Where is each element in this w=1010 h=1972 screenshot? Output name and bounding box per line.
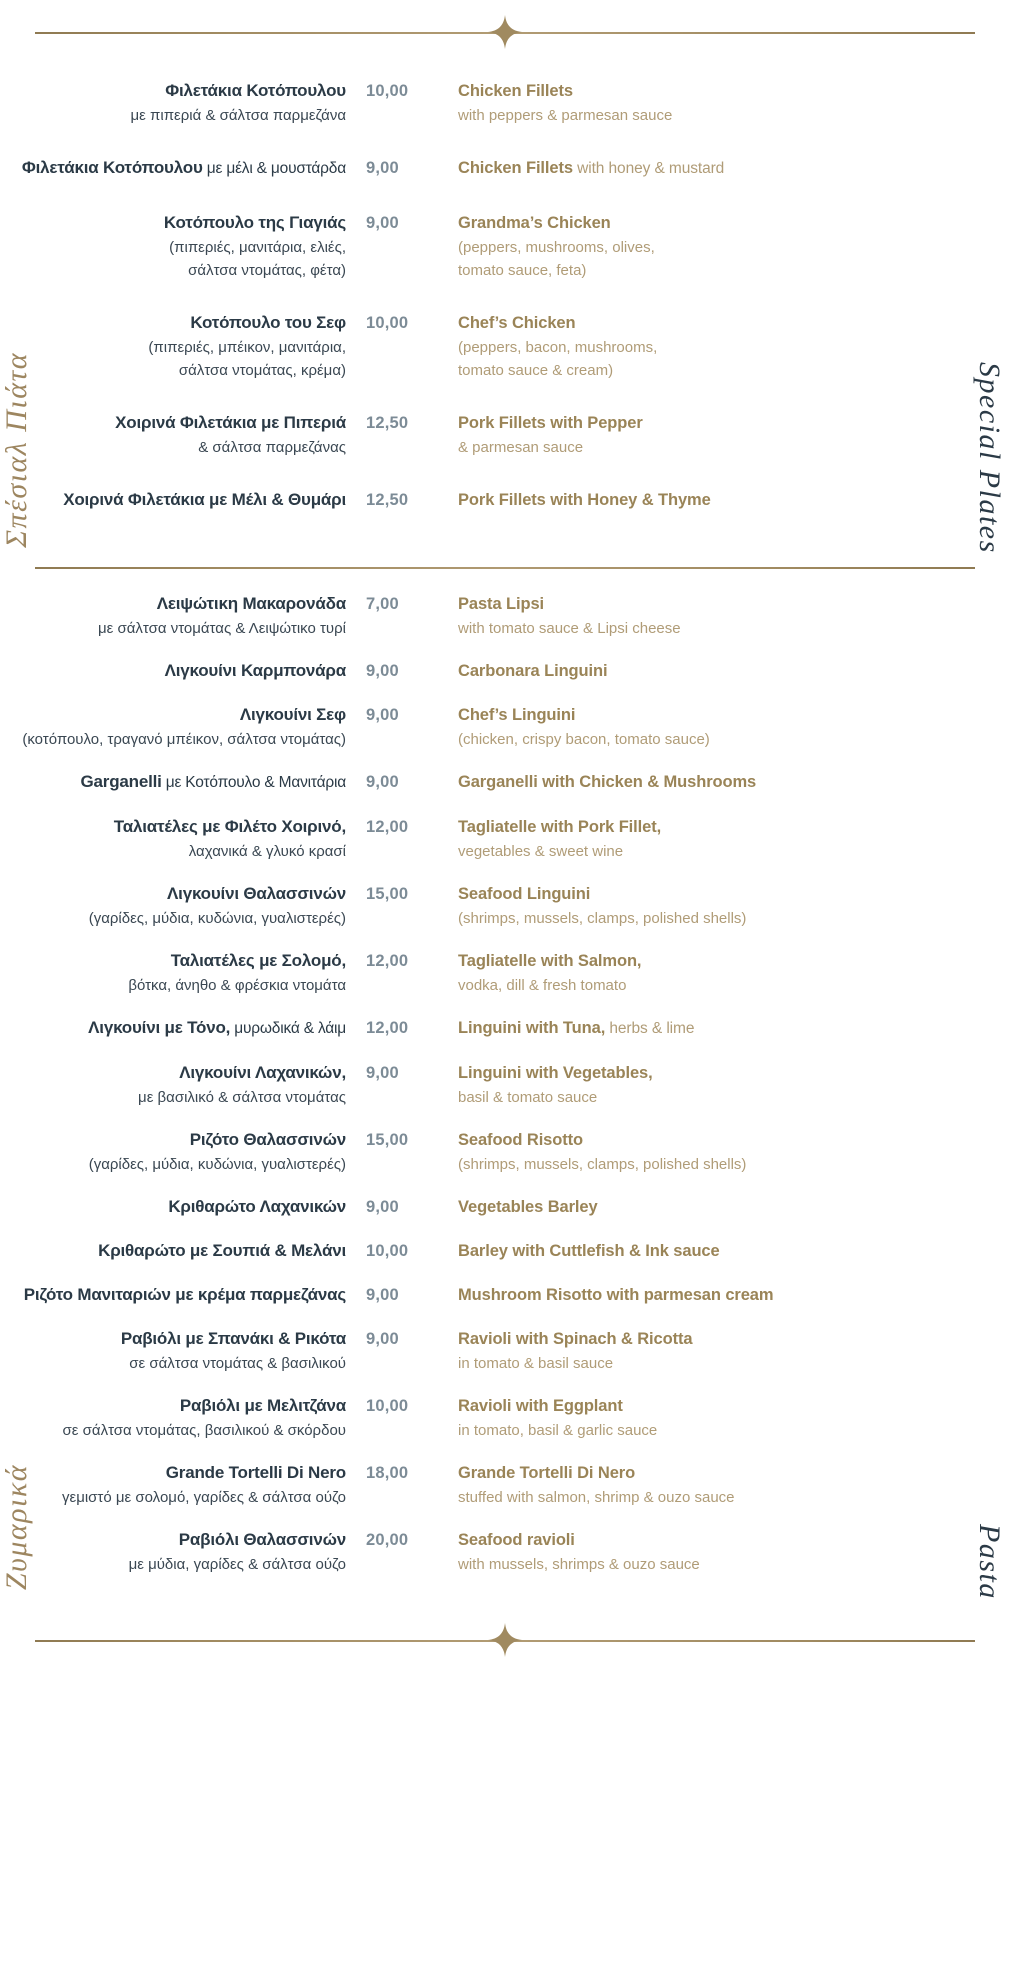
menu-item-row bbox=[0, 310, 1010, 382]
item-price: 15,00 bbox=[366, 885, 409, 903]
menu-item-row bbox=[0, 210, 1010, 282]
english-column bbox=[452, 702, 1010, 751]
english-item-title: Mushroom Risotto with parmesan cream bbox=[458, 1286, 774, 1304]
menu-item-row bbox=[0, 702, 1010, 751]
english-column bbox=[452, 78, 1010, 127]
english-column bbox=[452, 1326, 1010, 1375]
english-item-description: in tomato, basil & garlic sauce bbox=[458, 1422, 658, 1439]
greek-item-title: Λιγκουίνι Σεφ bbox=[239, 705, 346, 724]
greek-item-title: Λιγκουίνι Καρμπονάρα bbox=[164, 661, 346, 680]
greek-column bbox=[0, 1194, 360, 1220]
greek-item-title: Λιγκουίνι Θαλασσινών bbox=[167, 884, 346, 903]
english-item-description: (peppers, bacon, mushrooms, bbox=[458, 339, 658, 356]
english-item-title: Linguini with Vegetables, bbox=[458, 1064, 653, 1082]
item-price: 12,00 bbox=[366, 818, 409, 836]
english-item-title: Pork Fillets with Honey & Thyme bbox=[458, 491, 711, 509]
english-item-description: with tomato sauce & Lipsi cheese bbox=[458, 620, 681, 637]
item-price: 9,00 bbox=[366, 159, 399, 177]
menu-item-row bbox=[0, 1393, 1010, 1442]
greek-item-title-suffix: με Κοτόπουλο & Μανιτάρια bbox=[161, 774, 346, 791]
item-price: 10,00 bbox=[366, 314, 409, 332]
english-item-title: Tagliatelle with Pork Fillet, bbox=[458, 818, 662, 836]
greek-column bbox=[0, 591, 360, 640]
menu-item-row bbox=[0, 1527, 1010, 1576]
english-item-title: Chicken Fillets with honey & mustard bbox=[458, 159, 725, 177]
greek-item-description: (πιπεριές, μπέικον, μανιτάρια, bbox=[148, 339, 346, 356]
english-column bbox=[452, 1127, 1010, 1176]
english-item-title: Chicken Fillets bbox=[458, 82, 573, 100]
menu-item-row bbox=[0, 78, 1010, 127]
english-column bbox=[452, 658, 1010, 684]
greek-item-description: βότκα, άνηθο & φρέσκια ντομάτα bbox=[128, 977, 346, 994]
greek-column bbox=[0, 155, 360, 182]
greek-item-description: σάλτσα ντομάτας, φέτα) bbox=[188, 262, 346, 279]
greek-column bbox=[0, 1527, 360, 1576]
english-column bbox=[452, 210, 1010, 282]
english-column bbox=[452, 1238, 1010, 1264]
greek-item-title: Κοτόπουλο του Σεφ bbox=[190, 313, 346, 332]
greek-item-description: (γαρίδες, μύδια, κυδώνια, γυαλιστερές) bbox=[88, 910, 346, 927]
menu-item-row bbox=[0, 658, 1010, 684]
greek-item-title: Φιλετάκια Κοτόπουλου bbox=[165, 81, 346, 100]
english-item-description: in tomato & basil sauce bbox=[458, 1355, 614, 1372]
item-price: 9,00 bbox=[366, 773, 399, 791]
menu-item-row bbox=[0, 1194, 1010, 1220]
top-divider bbox=[35, 12, 975, 52]
english-item-title: Tagliatelle with Salmon, bbox=[458, 952, 642, 970]
item-price: 9,00 bbox=[366, 706, 399, 724]
english-item-title: Grande Tortelli Di Nero bbox=[458, 1464, 636, 1482]
four-point-star-icon bbox=[488, 1623, 522, 1657]
menu-item-row bbox=[0, 1460, 1010, 1509]
item-price: 7,00 bbox=[366, 595, 399, 613]
greek-column bbox=[0, 410, 360, 459]
section-special-plates bbox=[0, 52, 1010, 567]
greek-column bbox=[0, 1282, 360, 1308]
pasta-item-list bbox=[0, 591, 1010, 1576]
english-item-title: Chef’s Chicken bbox=[458, 314, 576, 332]
english-item-description: tomato sauce & cream) bbox=[458, 362, 614, 379]
item-price: 12,00 bbox=[366, 952, 409, 970]
english-item-description: vodka, dill & fresh tomato bbox=[458, 977, 627, 994]
english-item-description: vegetables & sweet wine bbox=[458, 843, 624, 860]
greek-column bbox=[0, 1060, 360, 1109]
english-item-title: Pork Fillets with Pepper bbox=[458, 414, 643, 432]
menu-item-row bbox=[0, 591, 1010, 640]
greek-item-description: σάλτσα ντομάτας, κρέμα) bbox=[178, 362, 346, 379]
greek-item-title-suffix: με μέλι & μουστάρδα bbox=[202, 160, 346, 177]
english-column bbox=[452, 487, 1010, 513]
greek-item-title: Ραβιόλι με Μελιτζάνα bbox=[179, 1396, 346, 1415]
item-price: 9,00 bbox=[366, 1330, 399, 1348]
english-column bbox=[452, 948, 1010, 997]
greek-column bbox=[0, 210, 360, 282]
english-item-title-suffix: with honey & mustard bbox=[572, 160, 725, 177]
greek-item-title: Φιλετάκια Κοτόπουλου με μέλι & μουστάρδα bbox=[21, 158, 346, 177]
greek-column bbox=[0, 814, 360, 863]
greek-item-title: Ταλιατέλες με Φιλέτο Χοιρινό, bbox=[113, 817, 346, 836]
item-price: 20,00 bbox=[366, 1531, 409, 1549]
item-price: 9,00 bbox=[366, 1064, 399, 1082]
english-item-description: (shrimps, mussels, clamps, polished shells) bbox=[458, 1156, 747, 1173]
four-point-star-icon bbox=[488, 15, 522, 49]
menu-item-row bbox=[0, 487, 1010, 513]
greek-column bbox=[0, 78, 360, 127]
english-column bbox=[452, 310, 1010, 382]
item-price: 15,00 bbox=[366, 1131, 409, 1149]
menu-item-row bbox=[0, 881, 1010, 930]
english-item-description: tomato sauce, feta) bbox=[458, 262, 587, 279]
greek-item-title: Grande Tortelli Di Nero bbox=[165, 1463, 346, 1482]
bottom-divider bbox=[35, 1620, 975, 1660]
greek-item-title: Ριζότο Θαλασσινών bbox=[189, 1130, 346, 1149]
english-column bbox=[452, 1015, 1010, 1042]
greek-item-title-suffix: μυρωδικά & λάιμ bbox=[230, 1020, 346, 1037]
greek-item-description: σε σάλτσα ντομάτας, βασιλικού & σκόρδου bbox=[62, 1422, 346, 1439]
menu-item-row bbox=[0, 410, 1010, 459]
section-label-left-greek: Σπέσιαλ Πιάτα bbox=[0, 352, 33, 548]
menu-item-row bbox=[0, 155, 1010, 182]
english-column bbox=[452, 1060, 1010, 1109]
greek-item-title: Ραβιόλι με Σπανάκι & Ρικότα bbox=[120, 1329, 346, 1348]
greek-column bbox=[0, 1326, 360, 1375]
item-price: 12,50 bbox=[366, 414, 409, 432]
english-column bbox=[452, 1282, 1010, 1308]
menu-item-row bbox=[0, 1238, 1010, 1264]
english-item-title: Ravioli with Eggplant bbox=[458, 1397, 623, 1415]
greek-item-description: με βασιλικό & σάλτσα ντομάτας bbox=[138, 1089, 346, 1106]
greek-item-description: με σάλτσα ντομάτας & Λειψώτικο τυρί bbox=[97, 620, 346, 637]
item-price: 12,00 bbox=[366, 1019, 409, 1037]
english-item-title: Vegetables Barley bbox=[458, 1198, 598, 1216]
greek-column bbox=[0, 310, 360, 382]
greek-item-title: Λιγκουίνι με Τόνο, μυρωδικά & λάιμ bbox=[88, 1018, 346, 1037]
greek-item-title: Χοιρινά Φιλετάκια με Μέλι & Θυμάρι bbox=[63, 490, 346, 509]
greek-column bbox=[0, 948, 360, 997]
greek-item-title: Λειψώτικη Μακαρονάδα bbox=[156, 594, 346, 613]
item-price: 10,00 bbox=[366, 1242, 409, 1260]
english-item-description: (shrimps, mussels, clamps, polished shells) bbox=[458, 910, 747, 927]
section-label-right-english: Special Plates bbox=[973, 362, 1006, 554]
english-item-title: Garganelli with Chicken & Mushrooms bbox=[458, 773, 757, 791]
greek-item-description: & σάλτσα παρμεζάνας bbox=[198, 439, 346, 456]
menu-item-row bbox=[0, 1060, 1010, 1109]
special-plates-item-list bbox=[0, 78, 1010, 513]
english-column bbox=[452, 769, 1010, 795]
greek-column bbox=[0, 1393, 360, 1442]
greek-item-title: Ραβιόλι Θαλασσινών bbox=[178, 1530, 346, 1549]
greek-column bbox=[0, 1015, 360, 1042]
greek-item-description: γεμιστό με σολομό, γαρίδες & σάλτσα ούζο bbox=[62, 1489, 346, 1506]
menu-item-row bbox=[0, 1127, 1010, 1176]
english-column bbox=[452, 881, 1010, 930]
item-price: 9,00 bbox=[366, 662, 399, 680]
english-column bbox=[452, 814, 1010, 863]
english-column bbox=[452, 410, 1010, 459]
english-item-description: with mussels, shrimps & ouzo sauce bbox=[458, 1556, 700, 1573]
item-price: 9,00 bbox=[366, 214, 399, 232]
greek-item-description: (γαρίδες, μύδια, κυδώνια, γυαλιστερές) bbox=[88, 1156, 346, 1173]
greek-item-title: Λιγκουίνι Λαχανικών, bbox=[179, 1063, 346, 1082]
english-column bbox=[452, 1460, 1010, 1509]
english-item-title: Seafood Linguini bbox=[458, 885, 591, 903]
menu-item-row bbox=[0, 1326, 1010, 1375]
menu-item-row bbox=[0, 814, 1010, 863]
english-item-title-suffix: herbs & lime bbox=[605, 1020, 695, 1037]
menu-item-row bbox=[0, 1282, 1010, 1308]
english-column bbox=[452, 1527, 1010, 1576]
greek-item-description: σε σάλτσα ντομάτας & βασιλικού bbox=[129, 1355, 346, 1372]
english-item-title: Seafood ravioli bbox=[458, 1531, 575, 1549]
greek-column bbox=[0, 1460, 360, 1509]
greek-item-description: με πιπεριά & σάλτσα παρμεζάνα bbox=[130, 107, 346, 124]
english-item-title: Pasta Lipsi bbox=[458, 595, 545, 613]
english-column bbox=[452, 155, 1010, 182]
item-price: 9,00 bbox=[366, 1198, 399, 1216]
english-item-title: Barley with Cuttlefish & Ink sauce bbox=[458, 1242, 720, 1260]
greek-item-description: (κοτόπουλο, τραγανό μπέικον, σάλτσα ντομάτας) bbox=[22, 731, 346, 748]
english-item-description: (peppers, mushrooms, olives, bbox=[458, 239, 655, 256]
greek-item-description: (πιπεριές, μανιτάρια, ελιές, bbox=[169, 239, 346, 256]
menu-item-row bbox=[0, 948, 1010, 997]
greek-item-title: Κριθαρώτο με Σουπιά & Μελάνι bbox=[98, 1241, 346, 1260]
greek-item-title: Ριζότο Μανιταριών με κρέμα παρμεζάνας bbox=[23, 1285, 346, 1304]
english-item-title: Grandma’s Chicken bbox=[458, 214, 611, 232]
greek-item-title: Κοτόπουλο της Γιαγιάς bbox=[163, 213, 346, 232]
english-item-description: with peppers & parmesan sauce bbox=[458, 107, 673, 124]
greek-item-title: Χοιρινά Φιλετάκια με Πιπεριά bbox=[115, 413, 346, 432]
item-price: 10,00 bbox=[366, 1397, 409, 1415]
section-pasta bbox=[0, 569, 1010, 1620]
greek-item-title: Ταλιατέλες με Σολομό, bbox=[170, 951, 346, 970]
english-column bbox=[452, 591, 1010, 640]
english-item-description: & parmesan sauce bbox=[458, 439, 584, 456]
english-item-title: Seafood Risotto bbox=[458, 1131, 583, 1149]
item-price: 9,00 bbox=[366, 1286, 399, 1304]
greek-column bbox=[0, 487, 360, 513]
english-item-description: basil & tomato sauce bbox=[458, 1089, 598, 1106]
english-item-title: Linguini with Tuna, herbs & lime bbox=[458, 1019, 695, 1037]
greek-column bbox=[0, 1127, 360, 1176]
greek-column bbox=[0, 702, 360, 751]
english-item-title: Carbonara Linguini bbox=[458, 662, 608, 680]
greek-item-title: Garganelli με Κοτόπουλο & Μανιτάρια bbox=[80, 772, 346, 791]
item-price: 12,50 bbox=[366, 491, 409, 509]
item-price: 10,00 bbox=[366, 82, 409, 100]
greek-column bbox=[0, 1238, 360, 1264]
menu-item-row bbox=[0, 1015, 1010, 1042]
english-item-title: Chef’s Linguini bbox=[458, 706, 576, 724]
english-item-description: stuffed with salmon, shrimp & ouzo sauce bbox=[458, 1489, 735, 1506]
item-price: 18,00 bbox=[366, 1464, 409, 1482]
greek-column bbox=[0, 881, 360, 930]
menu-item-row bbox=[0, 769, 1010, 796]
greek-column bbox=[0, 658, 360, 684]
section-label-right-english: Pasta bbox=[973, 1524, 1006, 1600]
greek-item-description: με μύδια, γαρίδες & σάλτσα ούζο bbox=[128, 1556, 346, 1573]
section-label-left-greek: Ζυμαρικά bbox=[0, 1463, 33, 1590]
english-item-description: (chicken, crispy bacon, tomato sauce) bbox=[458, 731, 710, 748]
greek-column bbox=[0, 769, 360, 796]
english-item-title: Ravioli with Spinach & Ricotta bbox=[458, 1330, 693, 1348]
english-column bbox=[452, 1393, 1010, 1442]
greek-item-description: λαχανικά & γλυκό κρασί bbox=[188, 843, 346, 860]
greek-item-title: Κριθαρώτο Λαχανικών bbox=[168, 1197, 346, 1216]
english-column bbox=[452, 1194, 1010, 1220]
